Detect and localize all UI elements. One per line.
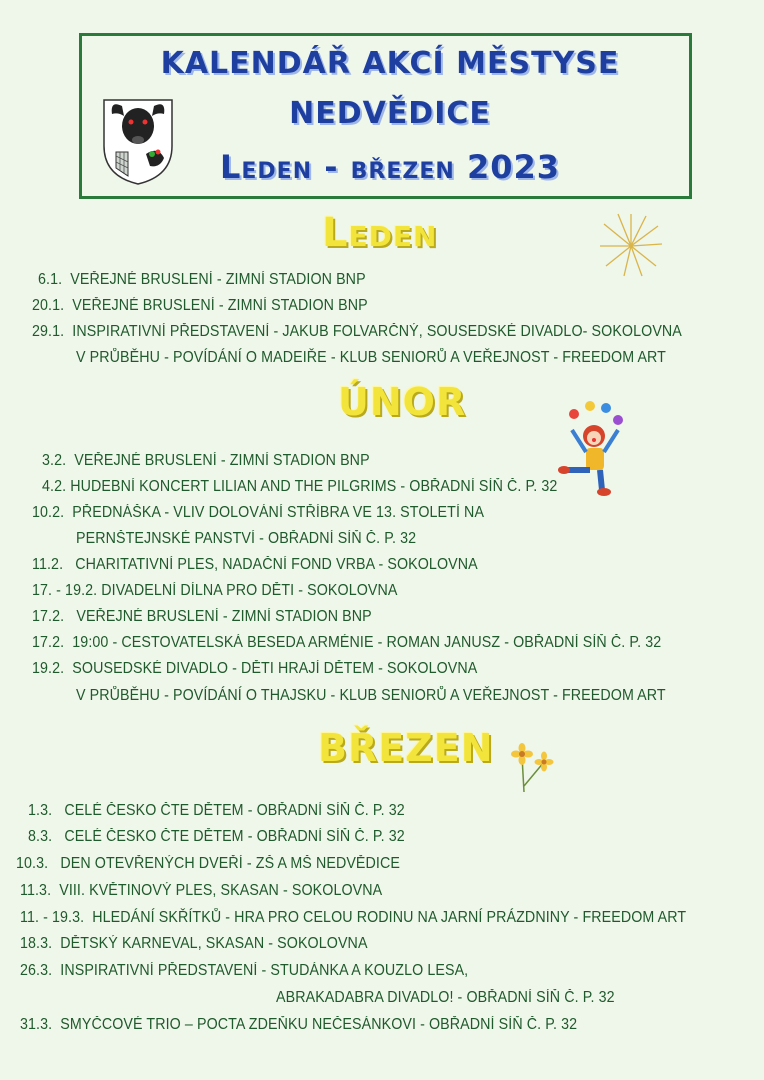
- unor-event-7: 17.2. 19:00 - CESTOVATELSKÁ BESEDA ARMÉNIE - ROMAN JANUSZ - OBŘADNÍ SÍŇ Č. P. 32: [32, 634, 662, 651]
- page-title-line2: NEDVĚDICE: [289, 96, 491, 131]
- month-heading-leden: Leden: [322, 210, 438, 256]
- brezen-event-4: 11.3. VIII. KVĚTINOVÝ PLES, SKASAN - SOKOLOVNA: [20, 882, 383, 899]
- unor-event-2: 4.2. HUDEBNÍ KONCERT LILIAN AND THE PILGRIMS - OBŘADNÍ SÍŇ Č. P. 32: [42, 478, 558, 495]
- fireworks-icon: [598, 210, 664, 280]
- page-title-line1: KALENDÁŘ AKCÍ MĚSTYSE: [160, 46, 620, 81]
- leden-event-1: 6.1. VEŘEJNÉ BRUSLENÍ - ZIMNÍ STADION BNP: [38, 271, 366, 288]
- leden-event-3: 29.1. INSPIRATIVNÍ PŘEDSTAVENÍ - JAKUB FOLVARČNÝ, SOUSEDSKÉ DIVADLO- SOKOLOVNA: [32, 323, 682, 340]
- brezen-event-5: 11. - 19.3. HLEDÁNÍ SKŘÍTKŮ - HRA PRO CELOU RODINU NA JARNÍ PRÁZDNINY - FREEDOM ART: [20, 909, 687, 926]
- leden-event-2: 20.1. VEŘEJNÉ BRUSLENÍ - ZIMNÍ STADION BNP: [32, 297, 368, 314]
- page-subtitle: Leden - březen 2023: [219, 148, 561, 186]
- month-heading-brezen: BŘEZEN: [318, 726, 494, 770]
- unor-event-3-cont: PERNŠTEJNSKÉ PANSTVÍ - OBŘADNÍ SÍŇ Č. P. 32: [76, 530, 417, 547]
- leden-event-3-cont: V PRŮBĚHU - POVÍDÁNÍ O MADEIŘE - KLUB SENIORŮ A VEŘEJNOST - FREEDOM ART: [76, 349, 666, 366]
- brezen-event-7-cont: ABRAKADABRA DIVADLO! - OBŘADNÍ SÍŇ Č. P. 32: [276, 989, 615, 1006]
- brezen-event-1: 1.3. CELÉ ČESKO ČTE DĚTEM - OBŘADNÍ SÍŇ Č. P. 32: [28, 802, 405, 819]
- brezen-event-6: 18.3. DĚTSKÝ KARNEVAL, SKASAN - SOKOLOVNA: [20, 935, 368, 952]
- month-heading-unor: ÚNOR: [338, 380, 467, 424]
- brezen-event-7: 26.3. INSPIRATIVNÍ PŘEDSTAVENÍ - STUDÁNKA A KOUZLO LESA,: [20, 962, 469, 979]
- unor-event-6: 17.2. VEŘEJNÉ BRUSLENÍ - ZIMNÍ STADION BNP: [32, 608, 372, 625]
- brezen-event-3: 10.3. DEN OTEVŘENÝCH DVEŘÍ - ZŠ A MŠ NEDVĚDICE: [16, 855, 400, 872]
- unor-event-4: 11.2. CHARITATIVNÍ PLES, NADAČNÍ FOND VRBA - SOKOLOVNA: [32, 556, 478, 573]
- unor-event-5: 17. - 19.2. DIVADELNÍ DÍLNA PRO DĚTI - SOKOLOVNA: [32, 582, 398, 599]
- unor-event-8: 19.2. SOUSEDSKÉ DIVADLO - DĚTI HRAJÍ DĚTEM - SOKOLOVNA: [32, 660, 478, 677]
- unor-event-3: 10.2. PŘEDNÁŠKA - VLIV DOLOVÁNÍ STŘÍBRA VE 13. STOLETÍ NA: [32, 504, 485, 521]
- brezen-event-8: 31.3. SMYČCOVÉ TRIO – POCTA ZDEŇKU NEČESÁNKOVI - OBŘADNÍ SÍŇ Č. P. 32: [20, 1016, 578, 1033]
- unor-event-8-cont: V PRŮBĚHU - POVÍDÁNÍ O THAJSKU - KLUB SENIORŮ A VEŘEJNOST - FREEDOM ART: [76, 687, 666, 704]
- brezen-event-2: 8.3. CELÉ ČESKO ČTE DĚTEM - OBŘADNÍ SÍŇ Č. P. 32: [28, 828, 405, 845]
- unor-event-1: 3.2. VEŘEJNÉ BRUSLENÍ - ZIMNÍ STADION BNP: [42, 452, 370, 469]
- juggling-clown-icon: [556, 400, 632, 496]
- flowers-icon: [508, 738, 556, 794]
